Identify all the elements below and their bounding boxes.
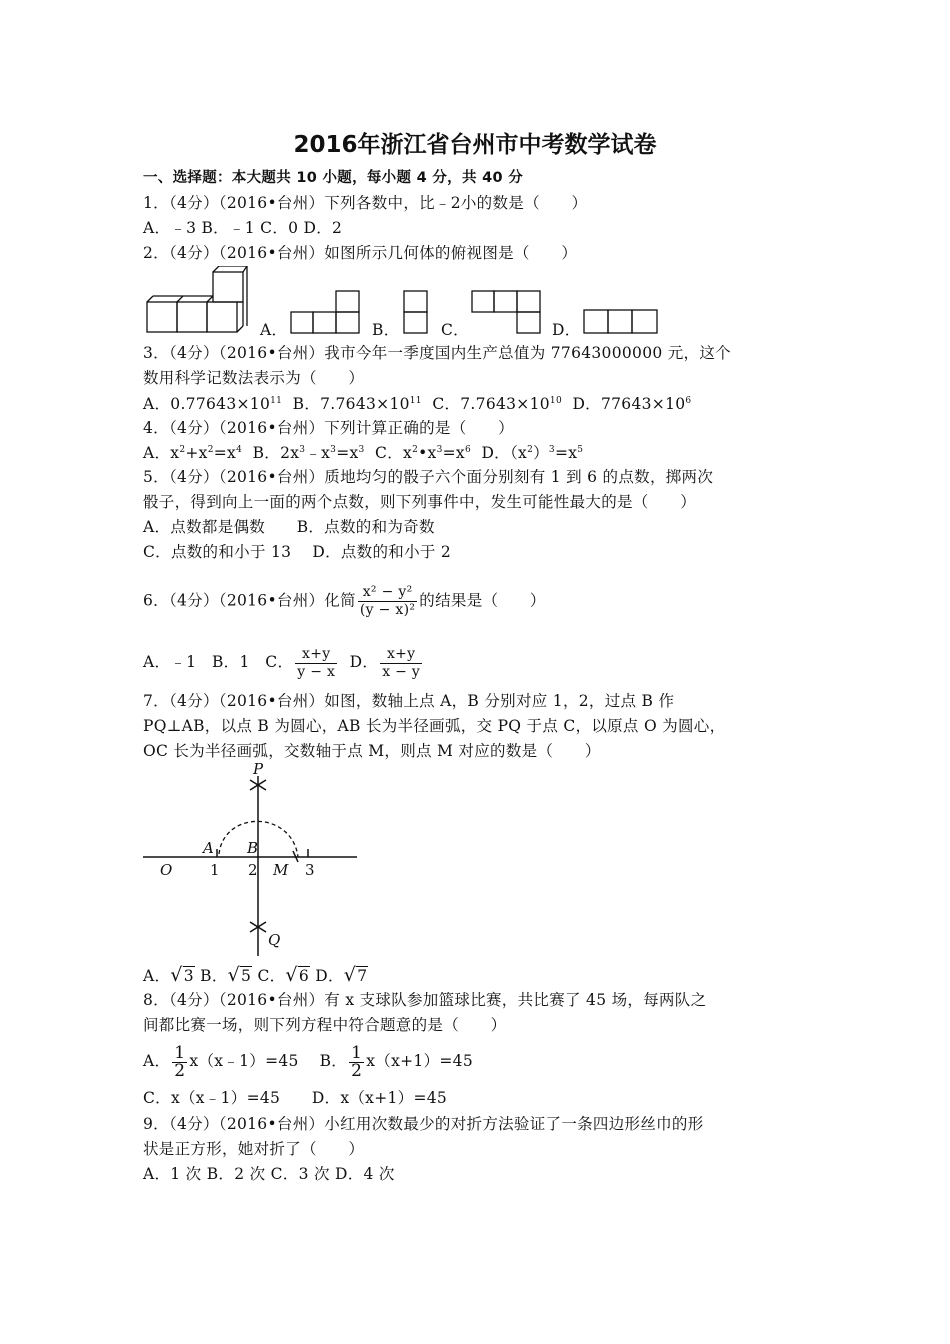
q4-d-exp: 2 <box>527 445 534 455</box>
q3-option-c-exp: 10 <box>549 396 562 406</box>
q6-fraction-denominator: (y − x)² <box>359 602 416 618</box>
q6-fraction <box>358 584 417 619</box>
q5-stem-line1: 5．（4分）（2016•台州）质地均匀的骰子六个面分别刻有 1 到 6 的点数，掷两次 <box>143 468 714 486</box>
tick-label-2: 2 <box>248 861 258 879</box>
q8-option-b-rest: x（x+1）=45 <box>366 1052 473 1070</box>
q4-a-exp: 2 <box>207 445 214 455</box>
q4-b-exp: 3 <box>299 445 306 455</box>
q8-options-cd: C．x（x﹣1）=45 D．x（x+1）=45 <box>143 1089 448 1107</box>
q8-stem-line1: 8．（4分）（2016•台州）有 x 支球队参加篮球比赛，共比赛了 45 场，每两队之 <box>143 991 707 1009</box>
q3-option-b-exp: 11 <box>409 396 422 406</box>
label-a: A <box>203 839 214 857</box>
q2-option-c-figure <box>470 290 542 335</box>
q3-option-d-exp: 6 <box>685 396 692 406</box>
q1-options: A．﹣3 B．﹣1 C．0 D．2 <box>143 219 343 237</box>
q6-options <box>143 645 424 681</box>
q8-half-numerator: 1 <box>351 1042 363 1063</box>
q2-stem: 2．（4分）（2016•台州）如图所示几何体的俯视图是（ ） <box>143 244 578 262</box>
q8-half-denominator: 2 <box>351 1060 363 1081</box>
q6-option-c: C． <box>265 653 294 671</box>
q7-option-c: C． <box>257 967 286 985</box>
q4-d-part: =x <box>554 444 578 462</box>
q9-stem-line1: 9．（4分）（2016•台州）小红用次数最少的对折方法验证了一条四边形丝巾的形 <box>143 1115 704 1133</box>
tick-label-1: 1 <box>210 861 220 879</box>
q8-half-denominator: 2 <box>174 1060 186 1081</box>
q6-option-c-fraction <box>295 646 337 681</box>
q7-options <box>143 963 368 988</box>
q4-c-part: =x <box>442 444 465 462</box>
q4-b-exp: 3 <box>330 445 337 455</box>
q6-stem-suffix: 的结果是（ ） <box>419 591 546 610</box>
q6-option-b: B．1 <box>211 653 250 671</box>
q6-option-c-numerator: x+y <box>295 646 337 664</box>
q6-option-d-fraction <box>380 646 422 681</box>
q4-c-exp: 2 <box>412 445 419 455</box>
q8-option-b-half <box>349 1042 364 1081</box>
q7-option-b: B． <box>200 967 228 985</box>
q4-c-part: C．x <box>375 444 413 462</box>
q9-options: A．1 次 B．2 次 C．3 次 D．4 次 <box>143 1165 395 1183</box>
q4-c-exp: 6 <box>464 445 471 455</box>
q4-c-part: •x <box>418 444 437 462</box>
q4-b-part: =x <box>336 444 359 462</box>
q4-b-part: B．2x <box>252 444 300 462</box>
q6-option-c-denominator: y − x <box>297 663 336 680</box>
q8-stem-line2: 间都比赛一场，则下列方程中符合题意的是（ ） <box>143 1016 507 1034</box>
q6-stem-prefix: 6．（4分）（2016•台州）化简 <box>143 591 356 610</box>
q4-a-part: A．x <box>143 444 180 462</box>
q7-stem-line3: OC 长为半径画弧，交数轴于点 M，则点 M 对应的数是（ ） <box>143 742 601 760</box>
q4-a-exp: 2 <box>179 445 186 455</box>
q4-d-exp: 5 <box>577 445 584 455</box>
q5-stem-line2: 骰子，得到向上一面的两个点数，则下列事件中，发生可能性最大的是（ ） <box>143 493 697 511</box>
q7-option-b-value: 5 <box>241 967 252 985</box>
label-o: O <box>160 861 173 879</box>
q1-stem: 1．（4分）（2016•台州）下列各数中，比﹣2小的数是（ ） <box>143 194 588 212</box>
q4-a-exp: 4 <box>236 445 243 455</box>
q5-options-cd: C．点数的和小于 13 D．点数的和小于 2 <box>143 543 452 561</box>
q7-option-b-sqrt: √5 <box>227 964 252 986</box>
q3-option-c: C．7.7643×10 <box>432 395 550 413</box>
q6-option-d-numerator: x+y <box>380 646 422 664</box>
q3-stem-line2: 数用科学记数法表示为（ ） <box>143 369 365 387</box>
q3-options <box>143 394 691 414</box>
q6-stem <box>143 584 546 619</box>
label-b: B <box>247 839 259 857</box>
q4-a-part: =x <box>213 444 237 462</box>
q4-d-exp: 3 <box>548 445 555 455</box>
q7-number-line-figure <box>140 762 362 962</box>
q6-option-d: D． <box>349 653 379 671</box>
q3-option-a-exp: 11 <box>270 396 283 406</box>
q7-option-a: A． <box>143 967 171 985</box>
q4-options <box>143 443 583 463</box>
section-heading: 一、选择题：本大题共 10 小题，每小题 4 分，共 40 分 <box>143 170 524 186</box>
q2-option-d-figure <box>582 307 660 335</box>
q7-option-c-value: 6 <box>298 967 310 985</box>
q2-solid-figure <box>143 266 248 336</box>
q7-stem-line2: PQ⊥AB，以点 B 为圆心，AB 长为半径画弧，交 PQ 于点 C，以原点 O 为圆心， <box>143 717 726 735</box>
q8-half-numerator: 1 <box>174 1042 186 1063</box>
q4-c-exp: 3 <box>436 445 443 455</box>
q8-option-a: A． <box>143 1052 171 1070</box>
q4-d-part: D．（x <box>481 444 528 462</box>
q7-option-a-sqrt: √3 <box>170 964 194 986</box>
q6-option-d-denominator: x − y <box>382 663 421 680</box>
q7-option-d-sqrt: √7 <box>343 964 368 986</box>
q7-stem-line1: 7．（4分）（2016•台州）如图，数轴上点 A，B 分别对应 1，2，过点 B 作 <box>143 692 675 710</box>
q2-option-c-label: C． <box>441 321 469 339</box>
q8-option-b: B． <box>319 1052 348 1070</box>
q7-option-d-value: 7 <box>357 967 368 985</box>
q4-stem: 4．（4分）（2016•台州）下列计算正确的是（ ） <box>143 419 514 437</box>
label-p: P <box>253 762 264 778</box>
q7-option-c-sqrt: √6 <box>285 964 310 986</box>
q8-option-a-rest: x（x﹣1）=45 <box>189 1052 299 1070</box>
q3-option-d: D．77643×10 <box>572 395 686 413</box>
q4-b-part: ﹣x <box>305 444 331 462</box>
label-m: M <box>273 861 289 879</box>
q2-option-a-figure <box>289 290 361 335</box>
q6-fraction-numerator: x² − y² <box>358 584 417 602</box>
q4-d-part: ） <box>533 444 549 462</box>
q2-option-b-figure <box>402 290 430 335</box>
q2-option-b-label: B． <box>372 321 400 339</box>
q2-option-d-label: D． <box>552 321 581 339</box>
q2-option-a-label: A． <box>260 321 288 339</box>
q9-stem-line2: 状是正方形，她对折了（ ） <box>143 1140 365 1158</box>
page-title: 2016年浙江省台州市中考数学试卷 <box>293 132 657 158</box>
q7-option-d: D． <box>315 967 344 985</box>
q5-options-ab: A．点数都是偶数 B．点数的和为奇数 <box>143 518 435 536</box>
q8-option-a-half <box>172 1042 187 1081</box>
q4-b-exp: 3 <box>358 445 365 455</box>
q3-option-b: B．7.7643×10 <box>292 395 410 413</box>
q8-options-ab <box>143 1041 473 1081</box>
q4-a-part: +x <box>185 444 208 462</box>
q6-option-a: A．﹣1 <box>143 653 197 671</box>
tick-label-3: 3 <box>305 861 315 879</box>
q3-option-a: A．0.77643×10 <box>143 395 271 413</box>
q3-stem-line1: 3．（4分）（2016•台州）我市今年一季度国内生产总值为 77643000000 元，这个 <box>143 344 731 362</box>
label-q: Q <box>268 931 281 949</box>
q7-option-a-value: 3 <box>183 967 194 985</box>
